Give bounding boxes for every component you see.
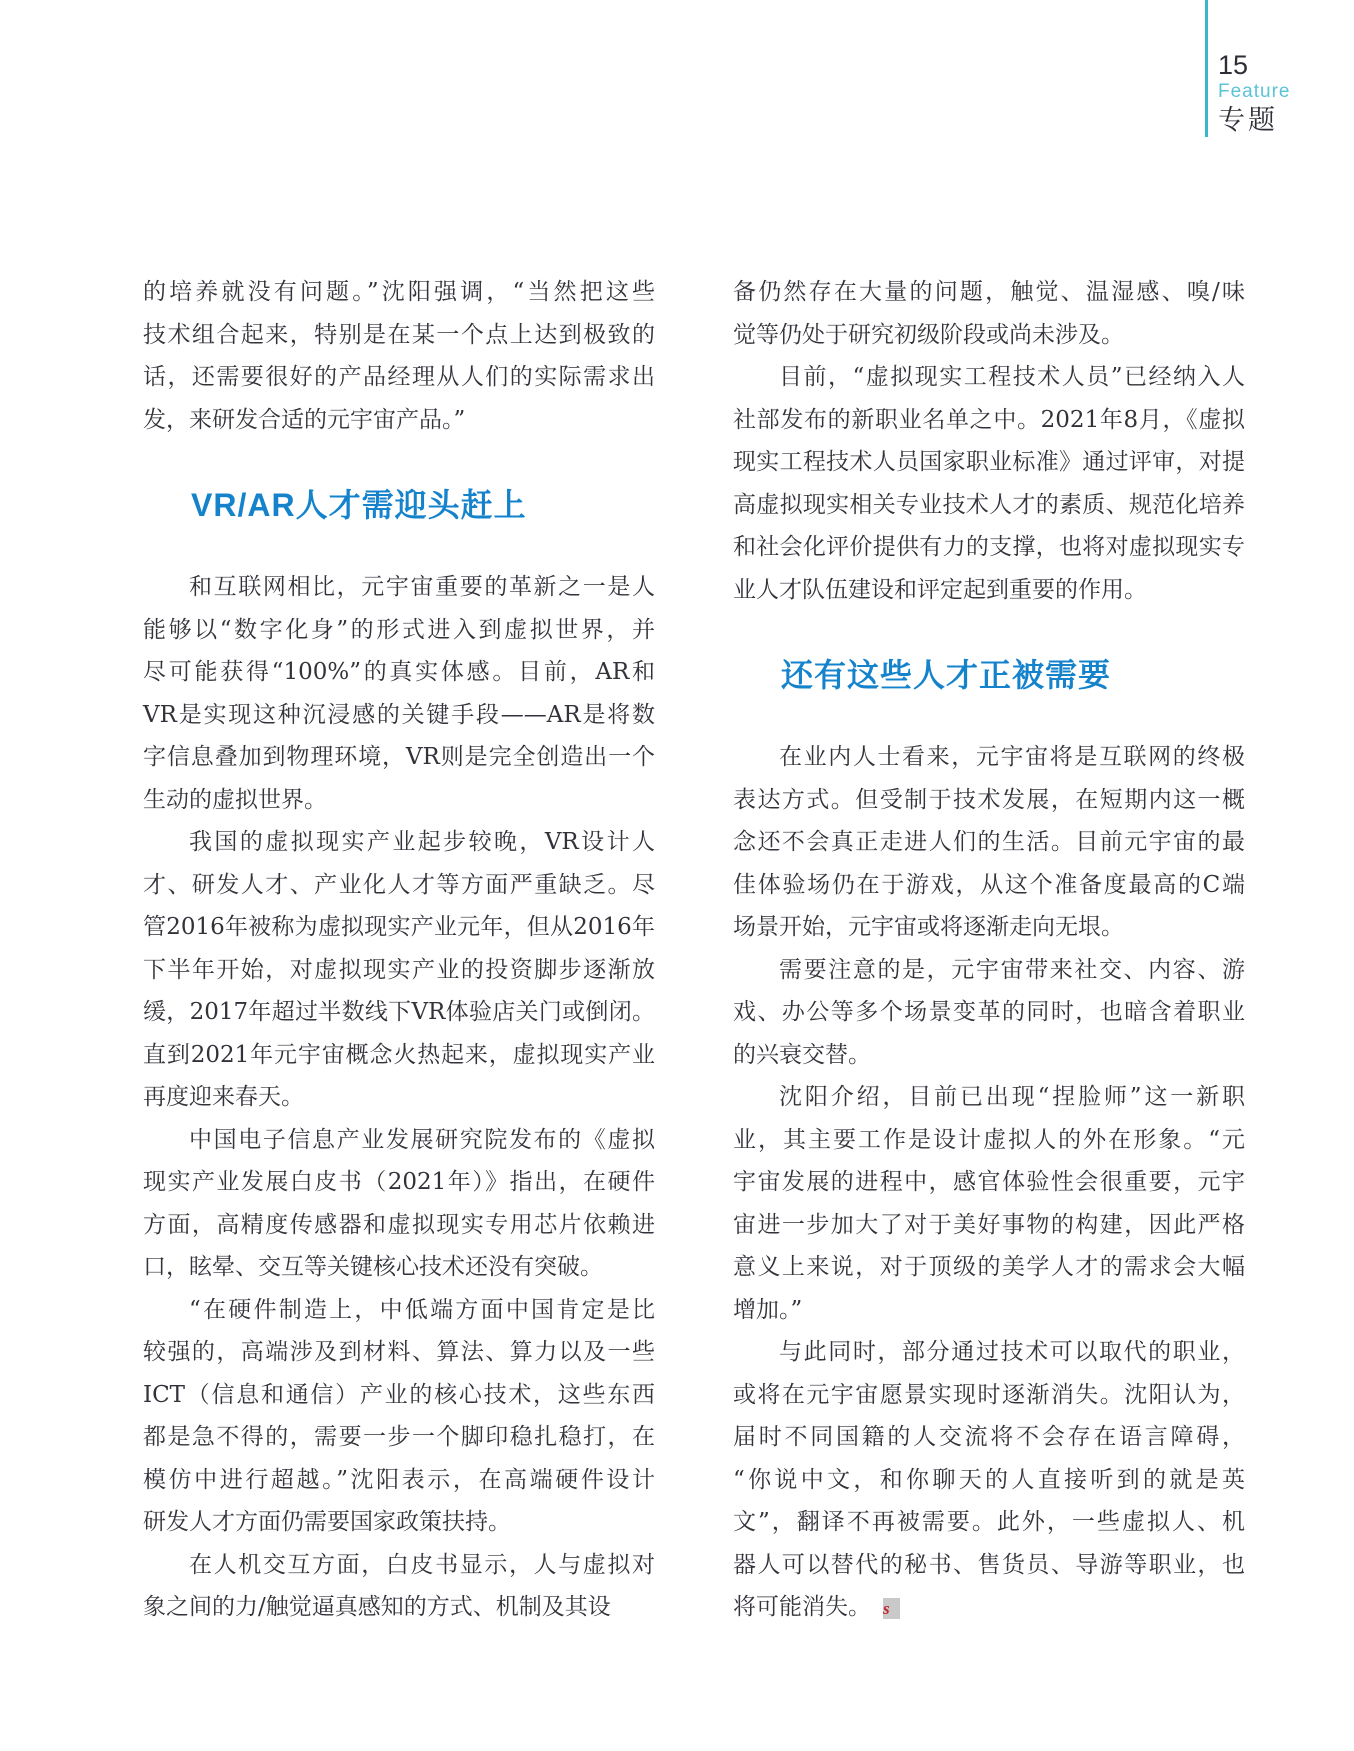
text-line xyxy=(143,609,655,652)
text-line-content: 和互联网相比，元宇宙重要的革新之一是人 xyxy=(189,574,655,600)
paragraph xyxy=(733,271,1245,356)
text-line-content: 器人可以替代的秘书、售货员、导游等职业，也 xyxy=(733,1551,1245,1578)
text-line xyxy=(733,949,1245,992)
text-line xyxy=(143,736,655,779)
text-line xyxy=(733,1161,1245,1204)
text-line xyxy=(143,1289,655,1332)
text-line-content: 念还不会真正走进人们的生活。目前元宇宙的最 xyxy=(733,829,1245,855)
paragraph xyxy=(143,1119,655,1289)
text-line xyxy=(733,526,1245,569)
text-line-content: 中国电子信息产业发展研究院发布的《虚拟 xyxy=(189,1126,655,1153)
text-line-content: 将可能消失。 xyxy=(733,1594,871,1620)
text-line xyxy=(143,566,655,609)
text-line-content: 佳体验场仍在于游戏，从这个准备度最高的C端 xyxy=(733,871,1245,898)
text-line-content: 都是急不得的，需要一步一个脚印稳扎稳打，在 xyxy=(143,1424,655,1450)
text-line-content: 管2016年被称为虚拟现实产业元年，但从2016年 xyxy=(143,914,655,940)
text-line-content: 话，还需要很好的产品经理从人们的实际需求出 xyxy=(143,364,655,390)
text-line xyxy=(143,821,655,864)
text-line-content: 和社会化评价提供有力的支撑，也将对虚拟现实专 xyxy=(733,534,1245,560)
text-line xyxy=(143,1544,655,1587)
page-number: 15 xyxy=(1218,50,1249,80)
text-line xyxy=(733,1544,1245,1587)
paragraph xyxy=(143,566,655,821)
text-line-content: 备仍然存在大量的问题，触觉、温湿感、嗅/味 xyxy=(733,279,1245,305)
text-line xyxy=(143,1501,655,1544)
text-line-content: VR是实现这种沉浸感的关键手段——AR是将数 xyxy=(143,701,655,728)
text-line-content: 发，来研发合适的元宇宙产品。” xyxy=(143,406,466,433)
text-line xyxy=(733,569,1245,612)
text-line-content: 才、研发人才、产业化人才等方面严重缺乏。尽 xyxy=(143,871,655,898)
text-line xyxy=(143,1586,655,1629)
text-line-content: 缓，2017年超过半数线下VR体验店关门或倒闭。 xyxy=(143,999,655,1025)
text-line xyxy=(143,1119,655,1162)
paragraph xyxy=(143,271,655,441)
text-line-content: 再度迎来春天。 xyxy=(143,1084,304,1110)
text-line xyxy=(143,356,655,399)
text-line xyxy=(143,1204,655,1247)
text-line-content: 技术组合起来，特别是在某一个点上达到极致的 xyxy=(143,321,655,348)
text-line xyxy=(733,1459,1245,1502)
text-line-content: 尽可能获得“100%”的真实体感。目前，AR和 xyxy=(143,659,655,685)
text-line-content: 口，眩晕、交互等关键核心技术还没有突破。 xyxy=(143,1254,603,1280)
text-line-content: 较强的，高端涉及到材料、算法、算力以及一些 xyxy=(143,1339,655,1365)
text-line-content: 生动的虚拟世界。 xyxy=(143,786,327,813)
text-line-content: 象之间的力/触觉逼真感知的方式、机制及其设 xyxy=(143,1594,611,1620)
article-end-mark: s xyxy=(883,1598,900,1619)
paragraph xyxy=(733,356,1245,611)
text-line-content: 方面，高精度传感器和虚拟现实专用芯片依赖进 xyxy=(143,1211,655,1238)
text-line xyxy=(143,271,655,314)
page-header xyxy=(1218,50,1290,136)
paragraph xyxy=(733,1076,1245,1331)
text-line xyxy=(143,1076,655,1119)
text-line xyxy=(733,271,1245,314)
paragraph xyxy=(143,1544,655,1629)
column-right xyxy=(733,271,1245,1629)
text-line xyxy=(733,736,1245,779)
text-line xyxy=(733,441,1245,484)
text-line xyxy=(143,864,655,907)
text-line xyxy=(733,1204,1245,1247)
text-line xyxy=(143,779,655,822)
text-line-content: 在业内人士看来，元宇宙将是互联网的终极 xyxy=(779,744,1245,770)
text-line-content: 现实工程技术人员国家职业标准》通过评审，对提 xyxy=(733,449,1245,475)
paragraph xyxy=(143,1289,655,1544)
text-line-content: 或将在元宇宙愿景实现时逐渐消失。沈阳认为， xyxy=(733,1381,1245,1408)
text-line xyxy=(143,1246,655,1289)
text-line xyxy=(733,1586,1245,1629)
text-line-content: 研发人才方面仍需要国家政策扶持。 xyxy=(143,1509,511,1535)
text-line-content: 增加。” xyxy=(733,1296,803,1323)
text-line xyxy=(733,1374,1245,1417)
text-line-content: 的兴衰交替。 xyxy=(733,1041,871,1068)
paragraph xyxy=(733,949,1245,1077)
text-line xyxy=(143,399,655,442)
text-line xyxy=(733,314,1245,357)
text-line-content: 的培养就没有问题。”沈阳强调，“当然把这些 xyxy=(143,279,655,305)
text-line xyxy=(733,1331,1245,1374)
text-line xyxy=(733,1501,1245,1544)
text-line xyxy=(733,1076,1245,1119)
text-line-content: 高虚拟现实相关专业技术人才的素质、规范化培养 xyxy=(733,491,1245,518)
text-line xyxy=(143,949,655,992)
text-line-content: 戏、办公等多个场景变革的同时，也暗含着职业 xyxy=(733,999,1245,1025)
text-line xyxy=(733,1416,1245,1459)
text-line xyxy=(143,1034,655,1077)
text-line-content: 表达方式。但受制于技术发展，在短期内这一概 xyxy=(733,786,1245,813)
text-line xyxy=(143,1374,655,1417)
text-line xyxy=(143,991,655,1034)
text-line-content: 能够以“数字化身”的形式进入到虚拟世界，并 xyxy=(143,616,655,643)
text-line xyxy=(733,821,1245,864)
text-line xyxy=(733,864,1245,907)
header-rule xyxy=(1205,0,1208,137)
text-line-content: 觉等仍处于研究初级阶段或尚未涉及。 xyxy=(733,321,1124,348)
section-label-zh: 专题 xyxy=(1218,105,1278,135)
paragraph xyxy=(733,736,1245,949)
text-line-content: ICT（信息和通信）产业的核心技术，这些东西 xyxy=(143,1381,655,1408)
text-line xyxy=(733,1246,1245,1289)
text-line xyxy=(143,314,655,357)
text-line xyxy=(733,399,1245,442)
text-line-content: 字信息叠加到物理环境，VR则是完全创造出一个 xyxy=(143,744,655,770)
text-line xyxy=(733,779,1245,822)
text-line-content: 届时不同国籍的人交流将不会存在语言障碍， xyxy=(733,1424,1245,1450)
text-line xyxy=(143,1416,655,1459)
text-line xyxy=(143,694,655,737)
text-line-content: 业，其主要工作是设计虚拟人的外在形象。“元 xyxy=(733,1126,1245,1153)
text-line xyxy=(733,1034,1245,1077)
column-left xyxy=(143,271,655,1629)
section-label-en: Feature xyxy=(1218,81,1291,102)
text-line-content: 下半年开始，对虚拟现实产业的投资脚步逐渐放 xyxy=(143,956,655,983)
text-line-content: 文”，翻译不再被需要。此外，一些虚拟人、机 xyxy=(733,1509,1245,1535)
text-line xyxy=(143,906,655,949)
text-line xyxy=(143,1161,655,1204)
text-line-content: 我国的虚拟现实产业起步较晚，VR设计人 xyxy=(189,829,655,855)
text-line-content: 与此同时，部分通过技术可以取代的职业， xyxy=(779,1339,1245,1365)
text-line-content: 场景开始，元宇宙或将逐渐走向无垠。 xyxy=(733,914,1124,940)
text-line-content: 模仿中进行超越。”沈阳表示，在高端硬件设计 xyxy=(143,1466,655,1493)
section-heading: VR/AR人才需迎头赶上 xyxy=(191,487,527,523)
paragraph xyxy=(733,1331,1245,1629)
text-line-content: 目前，“虚拟现实工程技术人员”已经纳入人 xyxy=(779,364,1245,390)
text-line xyxy=(733,991,1245,1034)
text-line xyxy=(733,1289,1245,1332)
text-line xyxy=(733,484,1245,527)
text-line xyxy=(733,906,1245,949)
text-line xyxy=(143,1459,655,1502)
text-line-content: 意义上来说，对于顶级的美学人才的需求会大幅 xyxy=(733,1254,1245,1280)
text-line xyxy=(143,651,655,694)
text-line-content: 在人机交互方面，白皮书显示，人与虚拟对 xyxy=(189,1551,655,1578)
text-line-content: “你说中文，和你聊天的人直接听到的就是英 xyxy=(733,1466,1245,1493)
paragraph xyxy=(143,821,655,1119)
text-line-content: “在硬件制造上，中低端方面中国肯定是比 xyxy=(189,1296,655,1323)
section-heading: 还有这些人才正被需要 xyxy=(781,657,1112,693)
text-line xyxy=(143,1331,655,1374)
text-line-content: 直到2021年元宇宙概念火热起来，虚拟现实产业 xyxy=(143,1041,655,1068)
text-line-content: 宇宙发展的进程中，感官体验性会很重要，元宇 xyxy=(733,1169,1245,1195)
text-line-content: 现实产业发展白皮书（2021年）》指出，在硬件 xyxy=(143,1169,655,1195)
text-line-content: 沈阳介绍，目前已出现“捏脸师”这一新职 xyxy=(779,1084,1245,1110)
text-line xyxy=(733,356,1245,399)
text-line xyxy=(733,1119,1245,1162)
article-body xyxy=(143,271,1245,1629)
text-line-content: 需要注意的是，元宇宙带来社交、内容、游 xyxy=(779,956,1245,983)
text-line-content: 业人才队伍建设和评定起到重要的作用。 xyxy=(733,576,1147,603)
text-line-content: 社部发布的新职业名单之中。2021年8月，《虚拟 xyxy=(733,406,1245,433)
text-line-content: 宙进一步加大了对于美好事物的构建，因此严格 xyxy=(733,1211,1245,1238)
